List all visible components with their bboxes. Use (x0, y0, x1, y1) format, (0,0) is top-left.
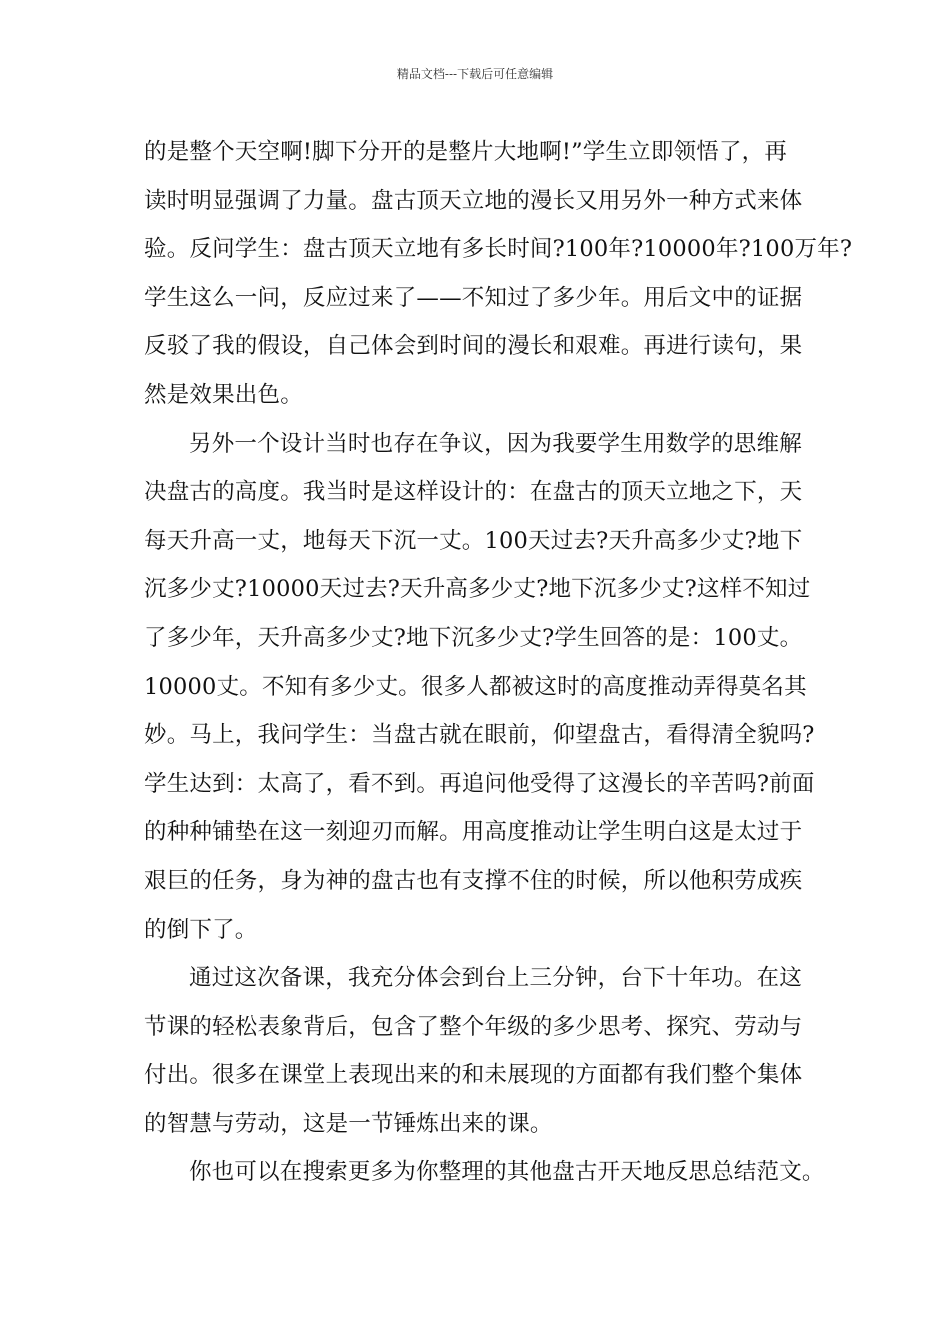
text-line: 验。反问学生：盘古顶天立地有多长时间?100年?10000年?100万年? (144, 236, 853, 263)
paragraph-4 (144, 1152, 824, 1201)
text-line: 学生这么一问，反应过来了——不知过了多少年。用后文中的证据 (144, 284, 803, 311)
text-line: 决盘古的高度。我当时是这样设计的：在盘古的顶天立地之下，天 (144, 479, 803, 506)
document-body (144, 132, 853, 1201)
text-line: 反驳了我的假设，自己体会到时间的漫长和艰难。再进行读句，果 (144, 333, 803, 360)
text-line: 沉多少丈?10000天过去?天升高多少丈?地下沉多少丈?这样不知过 (144, 576, 811, 603)
text-line: 付出。很多在课堂上表现出来的和未展现的方面都有我们整个集体 (144, 1062, 803, 1089)
text-line: 的倒下了。 (144, 916, 258, 943)
text-line: 学生达到：太高了，看不到。再追问他受得了这漫长的辛苦吗?前面 (144, 770, 815, 797)
text-line: 另外一个设计当时也存在争议，因为我要学生用数学的思维解 (189, 430, 802, 457)
paragraph-2 (144, 424, 824, 959)
text-line: 妙。马上，我问学生：当盘古就在眼前，仰望盘古，看得清全貌吗? (144, 722, 815, 749)
text-line: 10000丈。不知有多少丈。很多人都被这时的高度推动弄得莫名其 (144, 673, 807, 700)
paragraph-3 (144, 958, 824, 1152)
text-line: 了多少年，天升高多少丈?地下沉多少丈?学生回答的是：100丈。 (144, 624, 803, 651)
text-line: 艰巨的任务，身为神的盘古也有支撑不住的时候，所以他积劳成疾 (144, 867, 803, 894)
text-line: 每天升高一丈，地每天下沉一丈。100天过去?天升高多少丈?地下 (144, 527, 803, 554)
text-line: 然是效果出色。 (144, 381, 303, 408)
page-header: 精品文档---下载后可任意编辑 (396, 67, 554, 81)
paragraph-1 (144, 132, 853, 424)
text-line: 你也可以在搜索更多为你整理的其他盘古开天地反思总结范文。 (189, 1159, 825, 1186)
text-line: 通过这次备课，我充分体会到台上三分钟，台下十年功。在这 (189, 965, 802, 992)
text-line: 的是整个天空啊!脚下分开的是整片大地啊!”学生立即领悟了，再 (144, 139, 788, 165)
text-line: 读时明显强调了力量。盘古顶天立地的漫长又用另外一种方式来体 (144, 187, 803, 214)
text-line: 的智慧与劳动，这是一节锤炼出来的课。 (144, 1110, 553, 1137)
text-line: 的种种铺垫在这一刻迎刃而解。用高度推动让学生明白这是太过于 (144, 819, 803, 846)
text-line: 节课的轻松表象背后，包含了整个年级的多少思考、探究、劳动与 (144, 1013, 803, 1040)
